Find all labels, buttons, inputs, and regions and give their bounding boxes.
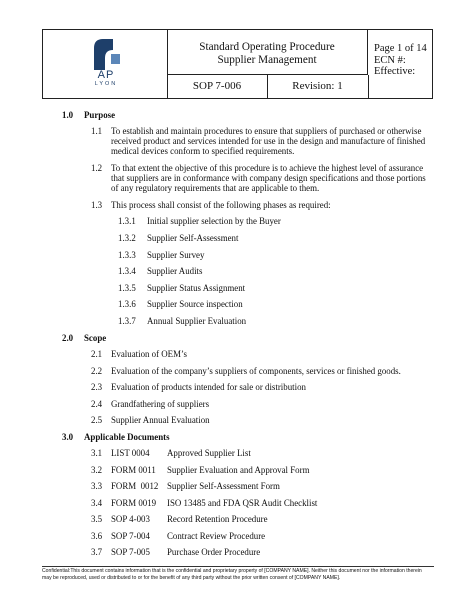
list-item: Initial supplier selection by the Buyer: [147, 216, 281, 226]
footer-line: may be reproduced, used or distributed to or for the benefit of any third party without the prior written consent of [COMPANY NAME].: [42, 575, 341, 581]
footer-divider: [42, 566, 434, 567]
doc-title: Record Retention Procedure: [167, 514, 268, 524]
section-heading-documents: Applicable Documents: [84, 432, 170, 442]
company-logo-icon: [91, 36, 121, 70]
effective-label: Effective:: [374, 66, 416, 77]
list-item: Grandfathering of suppliers: [111, 399, 210, 409]
doc-id: FORM 0012: [111, 481, 159, 491]
list-item: Supplier Annual Evaluation: [111, 415, 210, 425]
page-info-cell: [368, 30, 432, 98]
list-item: Supplier Source inspection: [147, 299, 243, 309]
doc-id: FORM 0019: [111, 498, 157, 508]
list-item: Evaluation of OEM’s: [111, 349, 187, 359]
doc-row-number: 3.1: [91, 448, 103, 458]
document-title-cell: [167, 30, 368, 75]
list-item-number: 2.5: [91, 415, 103, 425]
doc-row-number: 3.4: [91, 498, 103, 508]
list-item-number: 1.3.2: [118, 233, 136, 243]
list-item-number: 1.3.3: [118, 250, 136, 260]
logo-mark-text: AP: [97, 69, 115, 81]
paragraph-line: medical devices conform to specified requirements.: [111, 146, 295, 156]
list-item: Annual Supplier Evaluation: [147, 316, 247, 326]
doc-title: ISO 13485 and FDA QSR Audit Checklist: [167, 498, 318, 508]
list-item: Supplier Survey: [147, 250, 205, 260]
doc-row-number: 3.3: [91, 481, 103, 491]
doc-row-number: 3.2: [91, 465, 103, 475]
section-number: 3.0: [62, 432, 74, 442]
paragraph-number: 1.1: [91, 126, 103, 136]
list-item-number: 2.3: [91, 382, 103, 392]
list-item: Evaluation of the company’s suppliers of components, services or finished goods.: [111, 366, 401, 376]
page-number: Page 1 of 14: [374, 43, 427, 54]
doc-id: FORM 0011: [111, 465, 156, 475]
document-title-line2: Supplier Management: [217, 54, 317, 66]
paragraph-line: To that extent the objective of this procedure is to achieve the highest level of assurance: [111, 163, 424, 173]
list-item-number: 2.4: [91, 399, 103, 409]
doc-id: SOP 4-003: [111, 514, 150, 524]
doc-title: Supplier Evaluation and Approval Form: [167, 465, 310, 475]
doc-id: SOP 7-004: [111, 531, 150, 541]
list-item-number: 1.3.7: [118, 316, 136, 326]
sop-number: SOP 7-006: [167, 75, 268, 98]
doc-id: LIST 0004: [111, 448, 150, 458]
list-item: Supplier Self-Assessment: [147, 233, 239, 243]
document-title-line1: Standard Operating Procedure: [199, 41, 335, 53]
list-item-number: 2.1: [91, 349, 103, 359]
list-item-number: 1.3.1: [118, 216, 136, 226]
list-item: Supplier Audits: [147, 266, 203, 276]
list-item-number: 2.2: [91, 366, 103, 376]
list-item: Supplier Status Assignment: [147, 283, 246, 293]
paragraph-line: that suppliers are in conformance with company design specifications and those portions: [111, 173, 426, 183]
ecn-label: ECN #:: [374, 54, 406, 66]
doc-title: Purchase Order Procedure: [167, 547, 261, 557]
paragraph-number: 1.3: [91, 200, 103, 210]
list-item-number: 1.3.5: [118, 283, 136, 293]
section-heading-purpose: Purpose: [84, 110, 116, 120]
company-logo-text: [91, 70, 121, 88]
paragraph-line: This process shall consist of the following phases as required:: [111, 200, 331, 210]
footer-line: Confidential:This document contains information that is the confidential and proprietary property of [COMPANY NAME]. Neither this document nor the information therein: [42, 568, 422, 574]
doc-title: Approved Supplier List: [167, 448, 251, 458]
section-heading-scope: Scope: [84, 333, 107, 343]
confidentiality-footer: [42, 568, 436, 582]
logo-sub-text: LYON: [94, 81, 118, 87]
section-number: 2.0: [62, 333, 74, 343]
section-number: 1.0: [62, 110, 74, 120]
list-item-number: 1.3.4: [118, 266, 136, 276]
paragraph-line: received product and services intended for use in the design and manufacture of finished: [111, 136, 426, 146]
list-item-number: 1.3.6: [118, 299, 136, 309]
paragraph-line: To establish and maintain procedures to ensure that suppliers of purchased or otherwise: [111, 126, 422, 136]
doc-id: SOP 7-005: [111, 547, 150, 557]
document-header-table: [42, 29, 433, 99]
doc-title: Supplier Self-Assessment Form: [167, 481, 280, 491]
doc-row-number: 3.6: [91, 531, 103, 541]
list-item: Evaluation of products intended for sale or distribution: [111, 382, 306, 392]
doc-row-number: 3.7: [91, 547, 103, 557]
doc-title: Contract Review Procedure: [167, 531, 266, 541]
doc-row-number: 3.5: [91, 514, 103, 524]
paragraph-number: 1.2: [91, 163, 103, 173]
revision-label: Revision: 1: [267, 75, 369, 98]
logo-cell: [43, 30, 168, 98]
paragraph-line: of any regulatory requirements that are applicable to them.: [111, 183, 320, 193]
